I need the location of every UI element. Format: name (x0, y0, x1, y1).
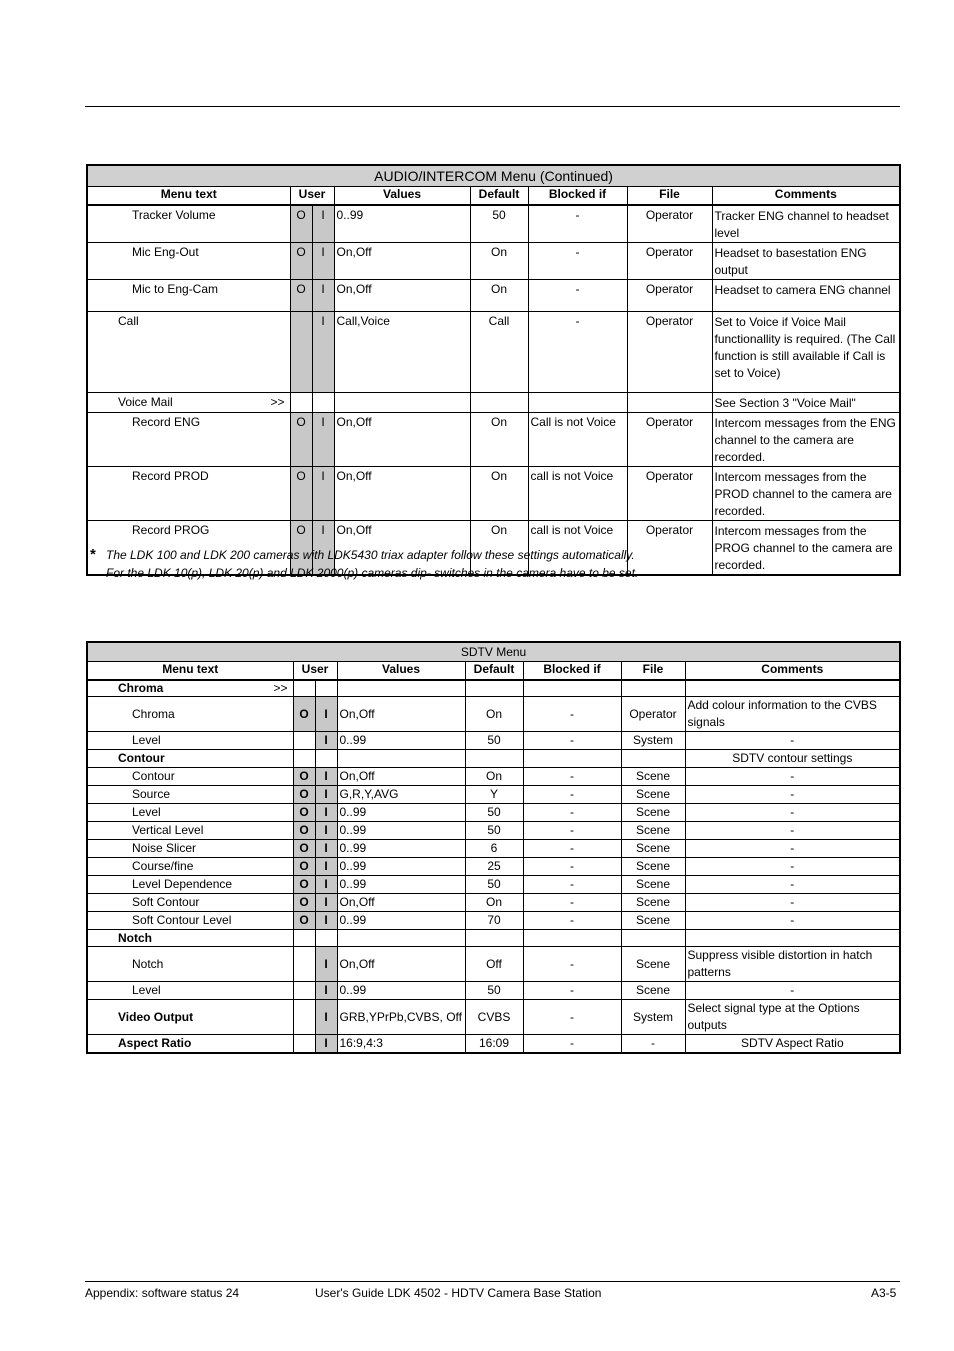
default-cell: On (465, 893, 523, 911)
menu-text-cell: Level Dependence (87, 875, 293, 893)
user-i-cell: I (312, 521, 334, 576)
table-row (87, 803, 900, 821)
default-cell (465, 680, 523, 696)
comments-cell: - (685, 731, 900, 749)
user-o-cell: O (293, 893, 315, 911)
user-i-cell: I (315, 999, 337, 1034)
values-cell: 0..99 (337, 839, 465, 857)
blocked-if-cell: Call is not Voice (528, 413, 627, 467)
values-cell (337, 929, 465, 946)
table-row (87, 467, 900, 521)
menu-text-cell: Level (87, 803, 293, 821)
menu-text-cell (87, 680, 293, 696)
menu-text-cell: Chroma (87, 696, 293, 731)
file-cell: Operator (627, 280, 712, 312)
blocked-if-cell: - (523, 981, 621, 999)
values-cell: 0..99 (337, 731, 465, 749)
menu-text-cell: Call (87, 312, 290, 393)
submenu-arrow: >> (270, 395, 285, 409)
footer-section: Appendix: software status 24 (85, 1286, 240, 1300)
default-cell: On (470, 243, 528, 280)
menu-text-cell: Source (87, 785, 293, 803)
default-cell: 25 (465, 857, 523, 875)
menu-text-cell: Noise Slicer (87, 839, 293, 857)
user-o-cell: O (293, 875, 315, 893)
user-i-cell (315, 929, 337, 946)
file-cell: Scene (621, 911, 685, 929)
comments-cell: - (685, 911, 900, 929)
col-menu-text: Menu text (87, 662, 293, 681)
user-o-cell (293, 731, 315, 749)
comments-cell (685, 929, 900, 946)
values-cell: 0..99 (337, 821, 465, 839)
values-cell: On,Off (337, 696, 465, 731)
values-cell: On,Off (334, 243, 470, 280)
default-cell: On (465, 767, 523, 785)
table-row (87, 929, 900, 946)
table-row (87, 821, 900, 839)
file-cell: - (621, 1034, 685, 1053)
default-cell (465, 929, 523, 946)
user-o-cell (293, 946, 315, 981)
values-cell: 0..99 (337, 981, 465, 999)
user-i-cell: I (315, 821, 337, 839)
user-o-cell (290, 393, 312, 413)
values-cell: GRB,YPrPb,CVBS, Off (337, 999, 465, 1034)
menu-label: Voice Mail (118, 395, 173, 409)
default-cell: CVBS (465, 999, 523, 1034)
user-i-cell: I (312, 205, 334, 243)
table-row (87, 946, 900, 981)
file-cell (621, 929, 685, 946)
user-i-cell (312, 393, 334, 413)
file-cell: Operator (627, 467, 712, 521)
sdtv-table-title: SDTV Menu (87, 642, 900, 662)
values-cell: 0..99 (337, 875, 465, 893)
default-cell: 50 (465, 875, 523, 893)
user-o-cell: O (293, 785, 315, 803)
blocked-if-cell: - (528, 280, 627, 312)
blocked-if-cell: - (523, 731, 621, 749)
comments-cell: - (685, 821, 900, 839)
values-cell: 0..99 (337, 911, 465, 929)
file-cell: Scene (621, 839, 685, 857)
default-cell: 70 (465, 911, 523, 929)
sdtv-menu-table (86, 641, 901, 1054)
blocked-if-cell (523, 680, 621, 696)
user-o-cell (293, 981, 315, 999)
table-row (87, 413, 900, 467)
user-i-cell: I (315, 1034, 337, 1053)
table-row (87, 731, 900, 749)
values-cell (334, 393, 470, 413)
values-cell: 0..99 (334, 205, 470, 243)
default-cell: On (470, 467, 528, 521)
user-i-cell (315, 749, 337, 767)
blocked-if-cell: - (523, 999, 621, 1034)
col-comments: Comments (712, 187, 900, 206)
file-cell: Operator (627, 312, 712, 393)
user-o-cell: O (293, 767, 315, 785)
values-cell (337, 680, 465, 696)
user-i-cell: I (315, 857, 337, 875)
file-cell: Operator (627, 243, 712, 280)
col-file: File (621, 662, 685, 681)
user-i-cell: I (315, 839, 337, 857)
table-row (87, 205, 900, 243)
comments-cell: - (685, 839, 900, 857)
user-i-cell: I (315, 696, 337, 731)
menu-text-cell: Level (87, 981, 293, 999)
file-cell (621, 680, 685, 696)
user-o-cell (293, 929, 315, 946)
values-cell: On,Off (337, 767, 465, 785)
user-i-cell: I (312, 243, 334, 280)
table-row (87, 280, 900, 312)
blocked-if-cell (528, 393, 627, 413)
values-cell: On,Off (334, 280, 470, 312)
default-cell: On (470, 413, 528, 467)
audio-table-title: AUDIO/INTERCOM Menu (Continued) (87, 165, 900, 187)
table-row (87, 767, 900, 785)
menu-text-cell: Record PROD (87, 467, 290, 521)
col-user: User (293, 662, 337, 681)
blocked-if-cell: - (523, 875, 621, 893)
file-cell: Operator (627, 413, 712, 467)
blocked-if-cell: - (523, 1034, 621, 1053)
blocked-if-cell: - (523, 696, 621, 731)
file-cell (621, 749, 685, 767)
file-cell: System (621, 731, 685, 749)
user-i-cell: I (315, 875, 337, 893)
default-cell: On (470, 521, 528, 576)
blocked-if-cell: - (523, 911, 621, 929)
default-cell: 50 (465, 981, 523, 999)
col-file: File (627, 187, 712, 206)
comments-cell: - (685, 785, 900, 803)
user-i-cell (315, 680, 337, 696)
table-row (87, 243, 900, 280)
table-row (87, 839, 900, 857)
comments-cell: - (685, 857, 900, 875)
comments-cell: Intercom messages from the PROD channel to the camera are recorded. (712, 467, 900, 521)
default-cell (465, 749, 523, 767)
user-i-cell: I (315, 893, 337, 911)
file-cell (627, 393, 712, 413)
default-cell: Y (465, 785, 523, 803)
user-o-cell: O (290, 521, 312, 576)
file-cell: Scene (621, 767, 685, 785)
user-i-cell: I (315, 911, 337, 929)
file-cell: Scene (621, 821, 685, 839)
table-row (87, 875, 900, 893)
blocked-if-cell: call is not Voice (528, 467, 627, 521)
comments-cell: Intercom messages from the PROG channel to the camera are recorded. (712, 521, 900, 576)
footnote-line-1: The LDK 100 and LDK 200 cameras with LDK5430 triax adapter follow these settings automatically. (106, 548, 635, 562)
blocked-if-cell: - (528, 312, 627, 393)
footnote-star: * (90, 546, 96, 563)
col-blocked-if: Blocked if (523, 662, 621, 681)
user-i-cell: I (315, 946, 337, 981)
comments-cell: See Section 3 "Voice Mail" (712, 393, 900, 413)
default-cell: 6 (465, 839, 523, 857)
table-row (87, 911, 900, 929)
values-cell: On,Off (337, 946, 465, 981)
submenu-arrow: >> (273, 681, 288, 696)
values-cell: 0..99 (337, 857, 465, 875)
default-cell (470, 393, 528, 413)
menu-text-cell: Mic Eng-Out (87, 243, 290, 280)
default-cell: 50 (465, 821, 523, 839)
comments-cell (685, 680, 900, 696)
comments-cell: Intercom messages from the ENG channel to the camera are recorded. (712, 413, 900, 467)
menu-text-cell: Record PROG (87, 521, 290, 576)
comments-cell: - (685, 767, 900, 785)
comments-cell: SDTV Aspect Ratio (685, 1034, 900, 1053)
user-i-cell: I (315, 803, 337, 821)
user-o-cell: O (293, 911, 315, 929)
comments-cell: Select signal type at the Options outputs (685, 999, 900, 1034)
menu-text-cell: Notch (87, 946, 293, 981)
table-row (87, 981, 900, 999)
blocked-if-cell: call is not Voice (528, 521, 627, 576)
file-cell: Scene (621, 803, 685, 821)
user-i-cell: I (312, 467, 334, 521)
user-o-cell: O (290, 280, 312, 312)
blocked-if-cell: - (523, 785, 621, 803)
comments-cell: - (685, 875, 900, 893)
menu-text-cell: Contour (87, 749, 293, 767)
menu-text-cell: Soft Contour Level (87, 911, 293, 929)
col-user: User (290, 187, 334, 206)
col-default: Default (465, 662, 523, 681)
blocked-if-cell: - (523, 803, 621, 821)
col-menu-text: Menu text (87, 187, 290, 206)
values-cell: On,Off (334, 521, 470, 576)
file-cell: Scene (621, 875, 685, 893)
col-comments: Comments (685, 662, 900, 681)
table-row (87, 893, 900, 911)
values-cell: Call,Voice (334, 312, 470, 393)
user-i-cell: I (315, 981, 337, 999)
comments-cell: Headset to camera ENG channel (712, 280, 900, 312)
file-cell: Scene (621, 857, 685, 875)
default-cell: On (470, 280, 528, 312)
values-cell: On,Off (337, 893, 465, 911)
default-cell: Off (465, 946, 523, 981)
col-values: Values (337, 662, 465, 681)
blocked-if-cell (523, 929, 621, 946)
default-cell: 16:09 (465, 1034, 523, 1053)
user-i-cell: I (312, 312, 334, 393)
footer-rule (85, 1281, 900, 1282)
user-i-cell: I (315, 767, 337, 785)
values-cell: 0..99 (337, 803, 465, 821)
file-cell: Scene (621, 785, 685, 803)
values-cell: G,R,Y,AVG (337, 785, 465, 803)
blocked-if-cell: - (523, 839, 621, 857)
file-cell: Scene (621, 893, 685, 911)
table-row (87, 785, 900, 803)
default-cell: 50 (465, 803, 523, 821)
col-blocked-if: Blocked if (528, 187, 627, 206)
file-cell: Operator (627, 521, 712, 576)
values-cell: 16:9,4:3 (337, 1034, 465, 1053)
blocked-if-cell: - (523, 893, 621, 911)
default-cell: 50 (465, 731, 523, 749)
user-i-cell: I (312, 280, 334, 312)
comments-cell: Headset to basestation ENG output (712, 243, 900, 280)
default-cell: On (465, 696, 523, 731)
top-rule (85, 106, 900, 107)
blocked-if-cell: - (523, 767, 621, 785)
user-o-cell (293, 999, 315, 1034)
values-cell: On,Off (334, 413, 470, 467)
menu-label: Chroma (118, 681, 164, 696)
file-cell: Operator (627, 205, 712, 243)
blocked-if-cell: - (523, 946, 621, 981)
menu-text-cell (87, 393, 290, 413)
menu-text-cell: Notch (87, 929, 293, 946)
default-cell: Call (470, 312, 528, 393)
user-o-cell: O (293, 696, 315, 731)
values-cell (337, 749, 465, 767)
comments-cell: - (685, 893, 900, 911)
footer-guide-title: User's Guide LDK 4502 - HDTV Camera Base Station (315, 1286, 602, 1300)
file-cell: Operator (621, 696, 685, 731)
comments-cell: Tracker ENG channel to headset level (712, 205, 900, 243)
table-row (87, 749, 900, 767)
user-o-cell: O (293, 839, 315, 857)
table-row (87, 857, 900, 875)
table-row (87, 999, 900, 1034)
file-cell: System (621, 999, 685, 1034)
blocked-if-cell: - (528, 243, 627, 280)
user-o-cell (293, 1034, 315, 1053)
blocked-if-cell: - (523, 821, 621, 839)
blocked-if-cell (523, 749, 621, 767)
user-o-cell (293, 749, 315, 767)
user-i-cell: I (312, 413, 334, 467)
user-o-cell: O (290, 205, 312, 243)
comments-cell: SDTV contour settings (685, 749, 900, 767)
file-cell: Scene (621, 946, 685, 981)
comments-cell: Suppress visible distortion in hatch patterns (685, 946, 900, 981)
table-row (87, 393, 900, 413)
user-o-cell: O (293, 803, 315, 821)
menu-text-cell: Video Output (87, 999, 293, 1034)
user-o-cell (293, 680, 315, 696)
blocked-if-cell: - (528, 205, 627, 243)
footer-page-number: A3-5 (871, 1286, 897, 1300)
user-o-cell: O (293, 821, 315, 839)
menu-text-cell: Soft Contour (87, 893, 293, 911)
user-o-cell: O (293, 857, 315, 875)
comments-cell: Add colour information to the CVBS signals (685, 696, 900, 731)
table-row (87, 312, 900, 393)
menu-text-cell: Level (87, 731, 293, 749)
menu-text-cell: Contour (87, 767, 293, 785)
table-row (87, 680, 900, 696)
comments-cell: Set to Voice if Voice Mail functionallity is required. (The Call function is still available if Call is set to Voice) (712, 312, 900, 393)
user-o-cell (290, 312, 312, 393)
comments-cell: - (685, 803, 900, 821)
table-row (87, 1034, 900, 1053)
default-cell: 50 (470, 205, 528, 243)
menu-text-cell: Vertical Level (87, 821, 293, 839)
audio-intercom-table (86, 164, 901, 576)
user-o-cell: O (290, 467, 312, 521)
menu-text-cell: Course/fine (87, 857, 293, 875)
file-cell: Scene (621, 981, 685, 999)
values-cell: On,Off (334, 467, 470, 521)
user-i-cell: I (315, 731, 337, 749)
user-o-cell: O (290, 413, 312, 467)
blocked-if-cell: - (523, 857, 621, 875)
footnote-line-2: For the LDK 10(p), LDK 20(p) and LDK 2000(p) cameras dip- switches in the camera have to be set. (106, 566, 639, 580)
menu-text-cell: Aspect Ratio (87, 1034, 293, 1053)
user-i-cell: I (315, 785, 337, 803)
comments-cell: - (685, 981, 900, 999)
menu-text-cell: Mic to Eng-Cam (87, 280, 290, 312)
table-row (87, 696, 900, 731)
menu-text-cell: Record ENG (87, 413, 290, 467)
col-values: Values (334, 187, 470, 206)
col-default: Default (470, 187, 528, 206)
menu-text-cell: Tracker Volume (87, 205, 290, 243)
user-o-cell: O (290, 243, 312, 280)
